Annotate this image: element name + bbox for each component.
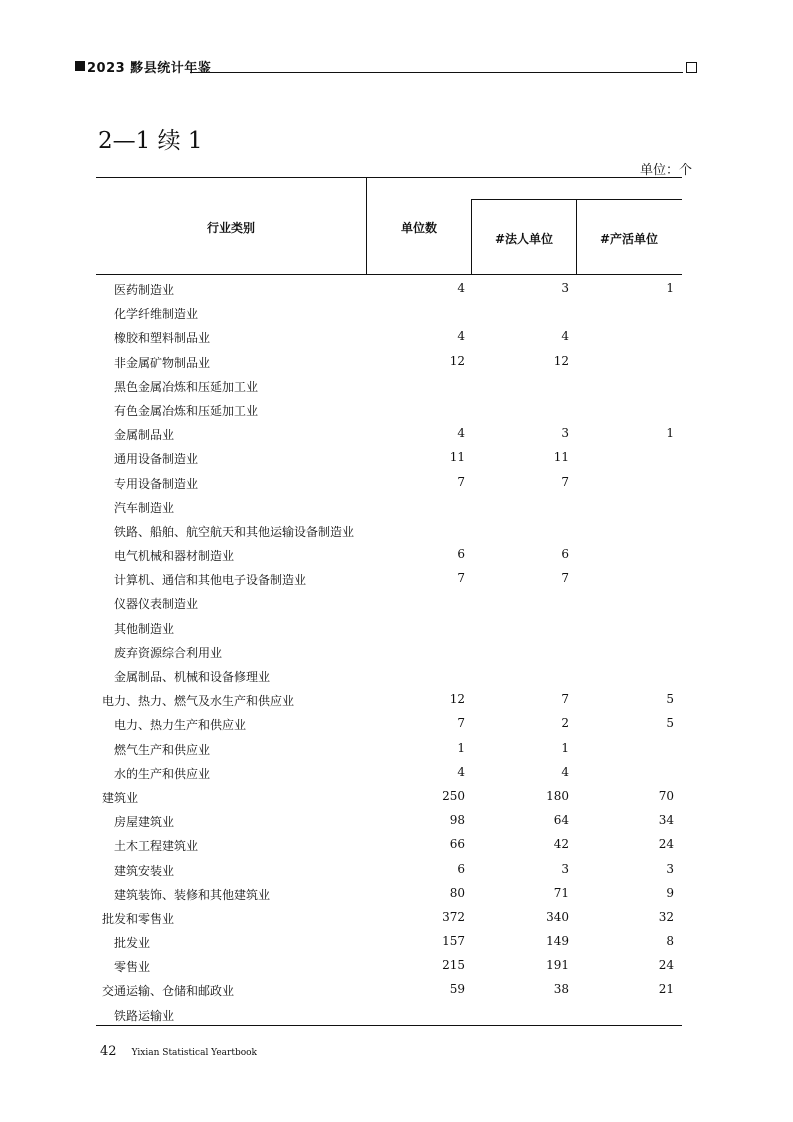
page-footer <box>100 1040 257 1059</box>
row-label: 电力、热力、燃气及水生产和供应业 <box>102 694 295 709</box>
table-row <box>96 833 682 857</box>
cell-legal: 340 <box>546 909 569 924</box>
table-row <box>96 858 682 882</box>
header-subrule <box>471 199 682 200</box>
row-label: 建筑业 <box>102 790 139 805</box>
row-label: 金属制品业 <box>114 428 175 443</box>
table-row <box>96 616 682 640</box>
col-header-units: 单位数 <box>400 221 438 235</box>
table-row <box>96 906 682 930</box>
table-row <box>96 954 682 978</box>
cell-units: 59 <box>449 982 465 997</box>
table-row <box>96 640 682 664</box>
header-square-icon <box>75 61 85 71</box>
table-row <box>96 591 682 615</box>
header-divider <box>471 199 472 275</box>
cell-units: 215 <box>442 958 465 973</box>
row-label: 零售业 <box>114 960 151 975</box>
cell-legal: 42 <box>553 837 569 852</box>
cell-units: 7 <box>457 716 465 731</box>
cell-units: 12 <box>449 353 465 368</box>
cell-legal: 11 <box>553 450 569 465</box>
row-label: 电力、热力生产和供应业 <box>114 718 247 733</box>
row-label: 建筑安装业 <box>114 863 175 878</box>
cell-units: 4 <box>457 426 465 441</box>
cell-legal: 64 <box>553 813 569 828</box>
cell-industrial: 3 <box>666 861 674 876</box>
header-rule <box>190 72 683 73</box>
table-row <box>96 398 682 422</box>
table-row <box>96 785 682 809</box>
cell-legal: 3 <box>561 426 569 441</box>
cell-units: 11 <box>449 450 465 465</box>
row-label: 有色金属冶炼和压延加工业 <box>114 403 259 418</box>
row-label: 水的生产和供应业 <box>114 766 211 781</box>
header-divider <box>366 177 367 275</box>
row-label: 房屋建筑业 <box>114 815 175 830</box>
cell-units: 4 <box>457 329 465 344</box>
row-label: 批发和零售业 <box>102 911 175 926</box>
table-row <box>96 350 682 374</box>
col-header-category: 行业类别 <box>206 221 256 235</box>
cell-industrial: 24 <box>658 958 674 973</box>
cell-units: 1 <box>457 740 465 755</box>
table-row <box>96 422 682 446</box>
row-label: 化学纤维制造业 <box>114 307 199 322</box>
row-label: 土木工程建筑业 <box>114 839 199 854</box>
row-label: 橡胶和塑料制品业 <box>114 331 211 346</box>
row-label: 铁路运输业 <box>114 1008 175 1023</box>
row-label: 其他制造业 <box>114 621 175 636</box>
row-label: 交通运输、仓储和邮政业 <box>102 984 235 999</box>
row-label: 非金属矿物制品业 <box>114 355 211 370</box>
cell-industrial: 1 <box>666 426 674 441</box>
table-bottom-rule <box>96 1025 682 1026</box>
row-label: 汽车制造业 <box>114 500 175 515</box>
cell-industrial: 21 <box>658 982 674 997</box>
cell-units: 250 <box>442 788 465 803</box>
cell-legal: 2 <box>561 716 569 731</box>
cell-industrial: 5 <box>666 716 674 731</box>
cell-units: 12 <box>449 692 465 707</box>
cell-units: 372 <box>442 909 465 924</box>
table-row <box>96 543 682 567</box>
table-row <box>96 446 682 470</box>
running-header <box>75 58 697 78</box>
table-row <box>96 930 682 954</box>
row-label: 医药制造业 <box>114 283 175 297</box>
cell-industrial: 32 <box>658 909 674 924</box>
row-label: 电气机械和器材制造业 <box>114 549 235 564</box>
col-header-legal: #法人单位 <box>494 232 554 246</box>
table-row <box>96 978 682 1002</box>
row-label: 燃气生产和供应业 <box>114 742 211 757</box>
page-number: 42 <box>100 1044 117 1059</box>
table-row <box>96 325 682 349</box>
cell-legal: 6 <box>561 547 569 562</box>
col-header-industrial: #产活单位 <box>599 232 659 246</box>
table-row <box>96 664 682 688</box>
row-label: 仪器仪表制造业 <box>114 597 199 612</box>
table-row <box>96 519 682 543</box>
cell-industrial: 70 <box>658 788 674 803</box>
header-divider <box>576 199 577 275</box>
cell-industrial: 9 <box>666 885 674 900</box>
cell-units: 7 <box>457 474 465 489</box>
cell-legal: 12 <box>553 353 569 368</box>
row-label: 通用设备制造业 <box>114 452 199 467</box>
cell-legal: 3 <box>561 861 569 876</box>
table-title: 2—1 续 1 <box>98 128 203 154</box>
table-body <box>96 277 682 1027</box>
table-row <box>96 567 682 591</box>
cell-industrial: 34 <box>658 813 674 828</box>
table-row <box>96 471 682 495</box>
cell-legal: 149 <box>546 934 569 949</box>
cell-legal: 4 <box>561 329 569 344</box>
row-label: 黑色金属冶炼和压延加工业 <box>114 379 259 394</box>
table-header <box>96 177 682 275</box>
cell-units: 4 <box>457 764 465 779</box>
cell-units: 6 <box>457 547 465 562</box>
cell-units: 80 <box>449 885 465 900</box>
row-label: 建筑装饰、装修和其他建筑业 <box>114 887 271 902</box>
cell-industrial: 8 <box>666 934 674 949</box>
table-row <box>96 688 682 712</box>
row-label: 铁路、船舶、航空航天和其他运输设备制造业 <box>114 524 355 539</box>
cell-legal: 180 <box>546 788 569 803</box>
table-row <box>96 809 682 833</box>
cell-legal: 3 <box>561 281 569 295</box>
table-row <box>96 882 682 906</box>
table-row <box>96 495 682 519</box>
table-row <box>96 1003 682 1027</box>
cell-legal: 7 <box>561 571 569 586</box>
cell-units: 98 <box>449 813 465 828</box>
row-label: 废弃资源综合利用业 <box>114 645 223 660</box>
header-title: 2023 黟县统计年鉴 <box>87 61 212 76</box>
table-row <box>96 301 682 325</box>
row-label: 金属制品、机械和设备修理业 <box>114 670 271 684</box>
cell-units: 7 <box>457 571 465 586</box>
table-row <box>96 374 682 398</box>
header-box-icon <box>686 62 697 73</box>
cell-units: 66 <box>449 837 465 852</box>
table-row <box>96 737 682 761</box>
row-label: 计算机、通信和其他电子设备制造业 <box>114 573 307 588</box>
cell-legal: 191 <box>546 958 569 973</box>
cell-industrial: 24 <box>658 837 674 852</box>
row-label: 批发业 <box>114 936 151 951</box>
cell-units: 6 <box>457 861 465 876</box>
cell-industrial: 5 <box>666 692 674 707</box>
table-top-rule <box>96 177 682 178</box>
cell-legal: 71 <box>553 885 569 900</box>
cell-legal: 38 <box>553 982 569 997</box>
unit-label: 单位：个 <box>639 163 692 178</box>
table-row <box>96 712 682 736</box>
table-row <box>96 277 682 301</box>
cell-units: 4 <box>457 281 465 295</box>
cell-legal: 4 <box>561 764 569 779</box>
cell-industrial: 1 <box>666 281 674 295</box>
cell-units: 157 <box>442 934 465 949</box>
row-label: 专用设备制造业 <box>114 476 199 491</box>
book-name: Yixian Statistical Yeartbook <box>131 1048 258 1058</box>
cell-legal: 7 <box>561 474 569 489</box>
cell-legal: 1 <box>561 740 569 755</box>
table-header-rule <box>96 274 682 275</box>
table-row <box>96 761 682 785</box>
cell-legal: 7 <box>561 692 569 707</box>
